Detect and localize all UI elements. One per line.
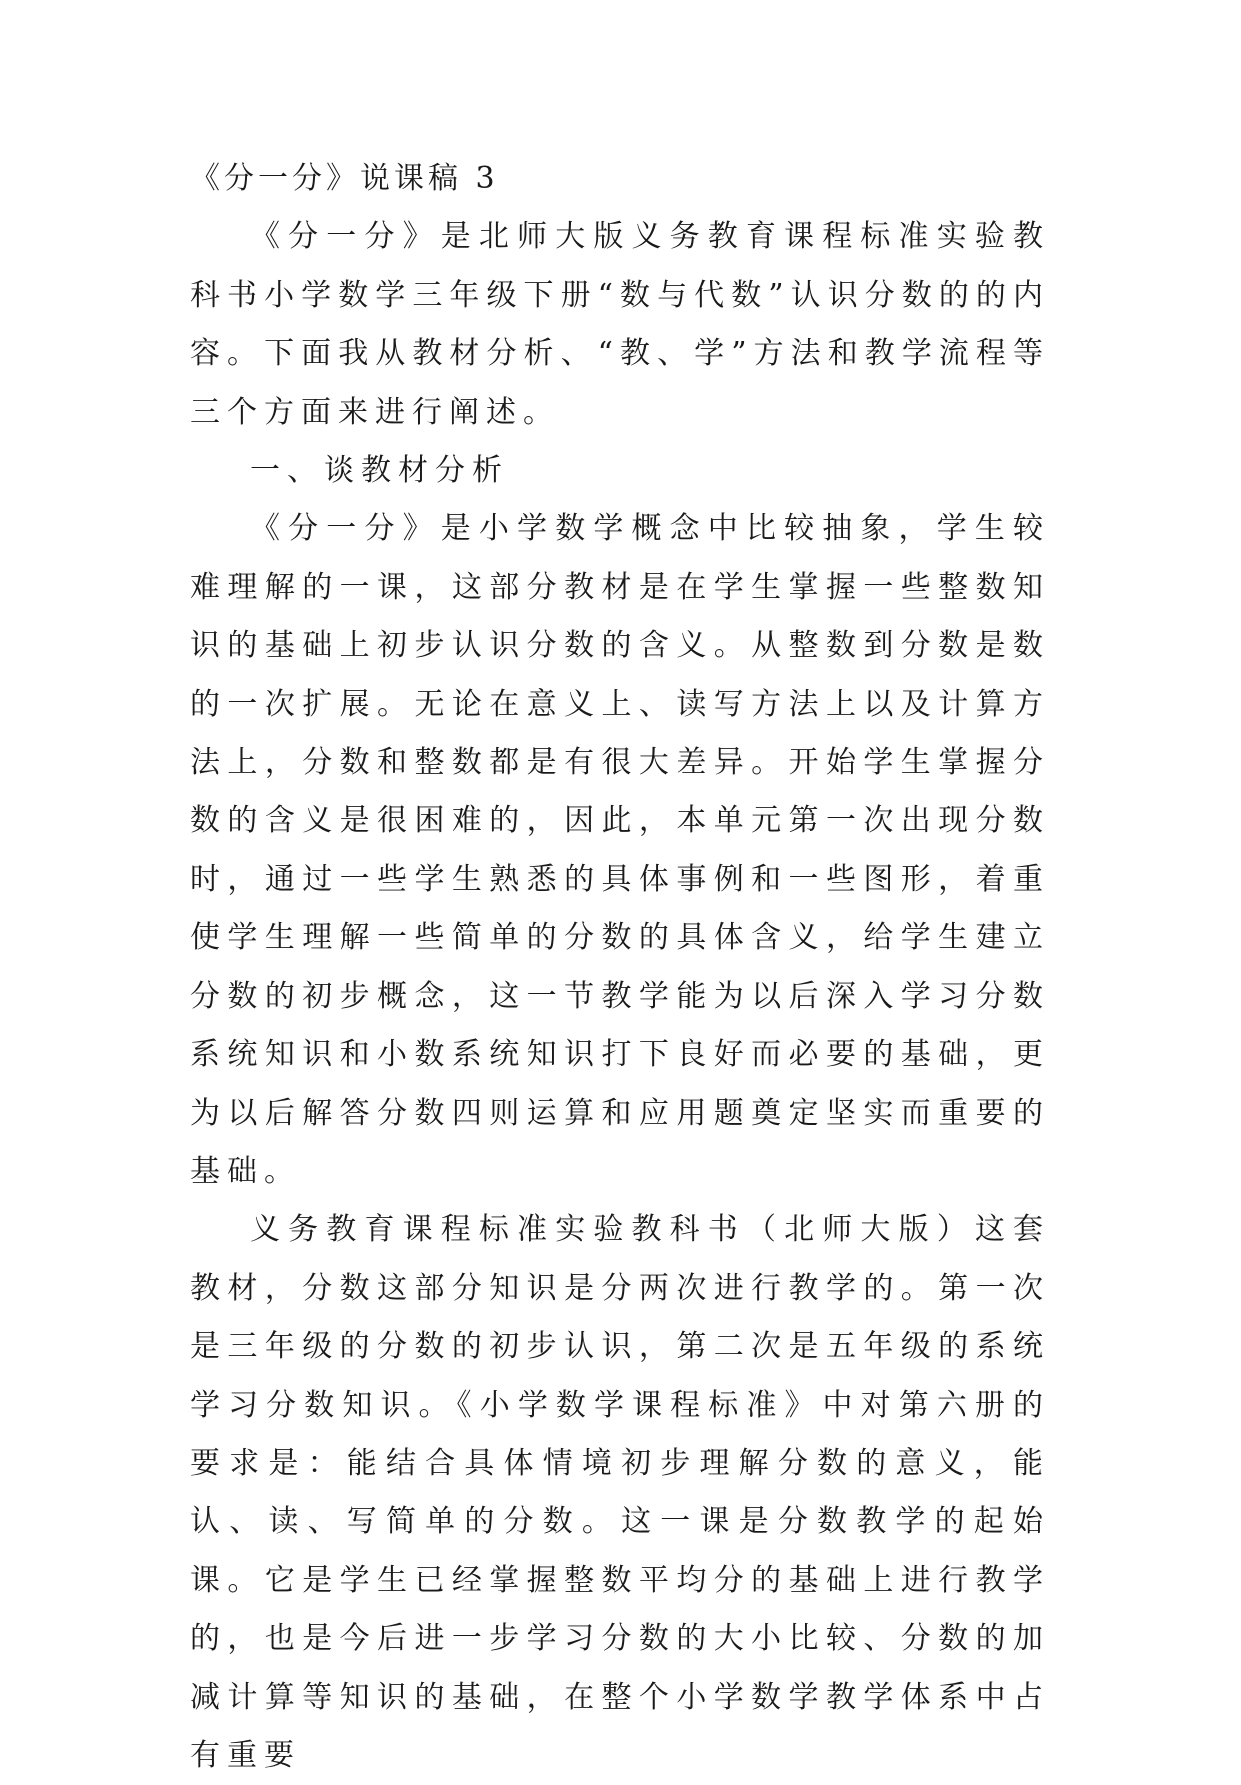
textbook-paragraph: 义务教育课程标准实验教科书（北师大版）这套教材，分数这部分知识是分两次进行教学的。第一次是三年级的分数的初步认识，第二次是五年级的系统学习分数知识。《小学数学课程标准》中对第六册的要求是：能结合具体情境初步理解分数的意义，能认、读、写简单的分数。这一课是分数教学的起始课。它是学生已经掌握整数平均分的基础上进行教学的，也是今后进一步学习分数的大小比较、分数的加减计算等知识的基础，在整个小学数学教学体系中占有重要 [190, 1212, 1050, 1773]
intro-paragraph: 《分一分》是北师大版义务教育课程标准实验教科书小学数学三年级下册“数与代数”认识分数的的内容。下面我从教材分析、“教、学”方法和教学流程等三个方面来进行阐述。 [190, 219, 1050, 430]
section-heading: 一、谈教材分析 [250, 453, 509, 489]
document-body [190, 150, 1050, 1785]
document-title: 《分一分》说课稿 3 [190, 161, 499, 196]
analysis-paragraph: 《分一分》是小学数学概念中比较抽象，学生较难理解的一课，这部分教材是在学生掌握一些整数知识的基础上初步认识分数的含义。从整数到分数是数的一次扩展。无论在意义上、读写方法上以及计算方法上，分数和整数都是有很大差异。开始学生掌握分数的含义是很困难的，因此，本单元第一次出现分数时，通过一些学生熟悉的具体事例和一些图形，着重使学生理解一些简单的分数的具体含义，给学生建立分数的初步概念，这一节教学能为以后深入学习分数系统知识和小数系统知识打下良好而必要的基础，更为以后解答分数四则运算和应用题奠定坚实而重要的基础。 [190, 511, 1050, 1189]
